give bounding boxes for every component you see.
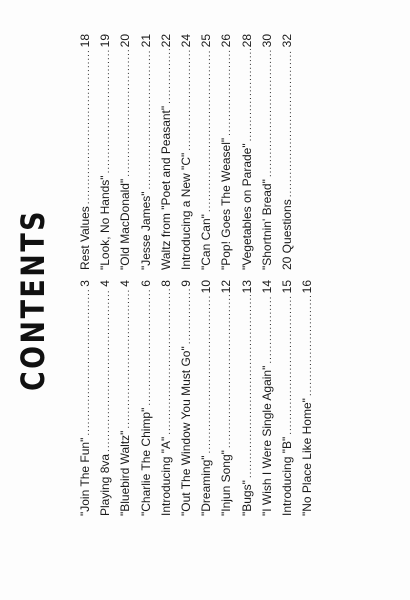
dot-leader [222, 49, 233, 135]
entry-title: "Bluebird Waltz" [118, 430, 133, 516]
entry-title: "I Wish I Were Single Again" [259, 365, 274, 516]
contents-entry [280, 34, 300, 270]
entry-page-number: 21 [138, 34, 153, 48]
entry-page-number: 28 [239, 34, 254, 48]
contents-entry [118, 34, 138, 270]
contents-entry [199, 280, 219, 516]
entry-page-number: 3 [78, 280, 92, 287]
entry-title: "Shortnin' Bread" [259, 179, 274, 270]
page-title: CONTENTS [14, 208, 52, 392]
entry-page-number: 4 [98, 280, 113, 287]
dot-leader [162, 49, 173, 103]
contents-entry [179, 34, 199, 270]
dot-leader [243, 49, 254, 141]
entry-page-number: 16 [300, 280, 315, 294]
entry-page-number: 13 [239, 280, 254, 294]
entry-page-number: 14 [259, 280, 274, 294]
contents-entry [260, 280, 280, 516]
contents-entry [98, 280, 118, 516]
contents-entry [139, 280, 159, 516]
contents-entry [260, 34, 280, 270]
entry-page-number: 26 [219, 34, 234, 48]
entry-title: "No Place Like Home" [300, 398, 315, 516]
entry-page-number: 18 [78, 34, 92, 48]
entry-page-number: 9 [178, 280, 193, 287]
entry-title: "Dreaming" [199, 455, 214, 516]
contents-column-right [78, 34, 300, 270]
entry-page-number: 20 [118, 34, 133, 48]
entry-title: "Jesse James" [138, 191, 153, 270]
dot-leader [283, 49, 294, 197]
entry-title: Playing 8va [98, 453, 113, 516]
entry-page-number: 24 [178, 34, 193, 48]
entry-page-number: 6 [138, 280, 153, 287]
contents-entry [219, 280, 239, 516]
entry-page-number: 15 [279, 280, 294, 294]
contents-column-left [78, 280, 320, 516]
entry-title: Introducing "B" [279, 436, 294, 516]
entry-page-number: 30 [259, 34, 274, 48]
dot-leader [222, 295, 233, 448]
entry-title: "Can Can" [199, 214, 214, 270]
contents-entry [280, 280, 300, 516]
dot-leader [81, 289, 92, 436]
contents-entry [78, 280, 98, 516]
entry-title: "Out The Window You Must Go" [178, 346, 193, 516]
dot-leader [263, 295, 274, 363]
contents-entry [300, 280, 320, 516]
entry-page-number: 32 [279, 34, 294, 48]
dot-leader [101, 49, 112, 173]
entry-title: "Vegetables on Parade" [239, 143, 254, 270]
contents-entry [118, 280, 138, 516]
entry-page-number: 22 [158, 34, 173, 48]
contents-entry [179, 280, 199, 516]
entry-page-number: 12 [219, 280, 234, 294]
dot-leader [202, 49, 213, 212]
dot-leader [81, 49, 92, 204]
entry-title: "Charlie The Chimp" [138, 407, 153, 516]
entry-title: "Bugs" [239, 480, 254, 516]
dot-leader [142, 289, 153, 406]
entry-page-number: 19 [98, 34, 113, 48]
dot-leader [283, 295, 294, 434]
entry-page-number: 8 [158, 280, 173, 287]
contents-entry [139, 34, 159, 270]
entry-title: "Injun Song" [219, 450, 234, 516]
entry-title: 20 Questions [279, 199, 294, 270]
dot-leader [142, 49, 153, 189]
dot-leader [101, 289, 112, 452]
dot-leader [182, 49, 193, 150]
entry-page-number: 4 [118, 280, 133, 287]
entry-title: "Old MacDonald" [118, 178, 133, 270]
entry-page-number: 10 [199, 280, 214, 294]
entry-title: Introducing "A" [158, 436, 173, 516]
dot-leader [121, 49, 132, 176]
contents-entry [78, 34, 98, 270]
dot-leader [202, 295, 213, 453]
entry-title: Rest Values [78, 206, 92, 270]
entry-title: "Join The Fun" [78, 437, 92, 516]
contents-entry [159, 34, 179, 270]
dot-leader [121, 289, 132, 429]
dot-leader [303, 295, 314, 396]
dot-leader [263, 49, 274, 177]
contents-entry [159, 280, 179, 516]
entry-title: Waltz from "Poet and Peasant" [158, 105, 173, 270]
entry-title: Introducing a New "C" [178, 152, 193, 270]
dot-leader [243, 295, 254, 478]
entry-title: "Pop! Goes The Weasel" [219, 137, 234, 270]
contents-entry [219, 34, 239, 270]
contents-entry [240, 34, 260, 270]
contents-entry [240, 280, 260, 516]
dot-leader [182, 289, 193, 345]
dot-leader [162, 289, 173, 435]
contents-entry [98, 34, 118, 270]
contents-entry [199, 34, 219, 270]
entry-title: "Look, No Hands" [98, 175, 113, 270]
entry-page-number: 25 [199, 34, 214, 48]
